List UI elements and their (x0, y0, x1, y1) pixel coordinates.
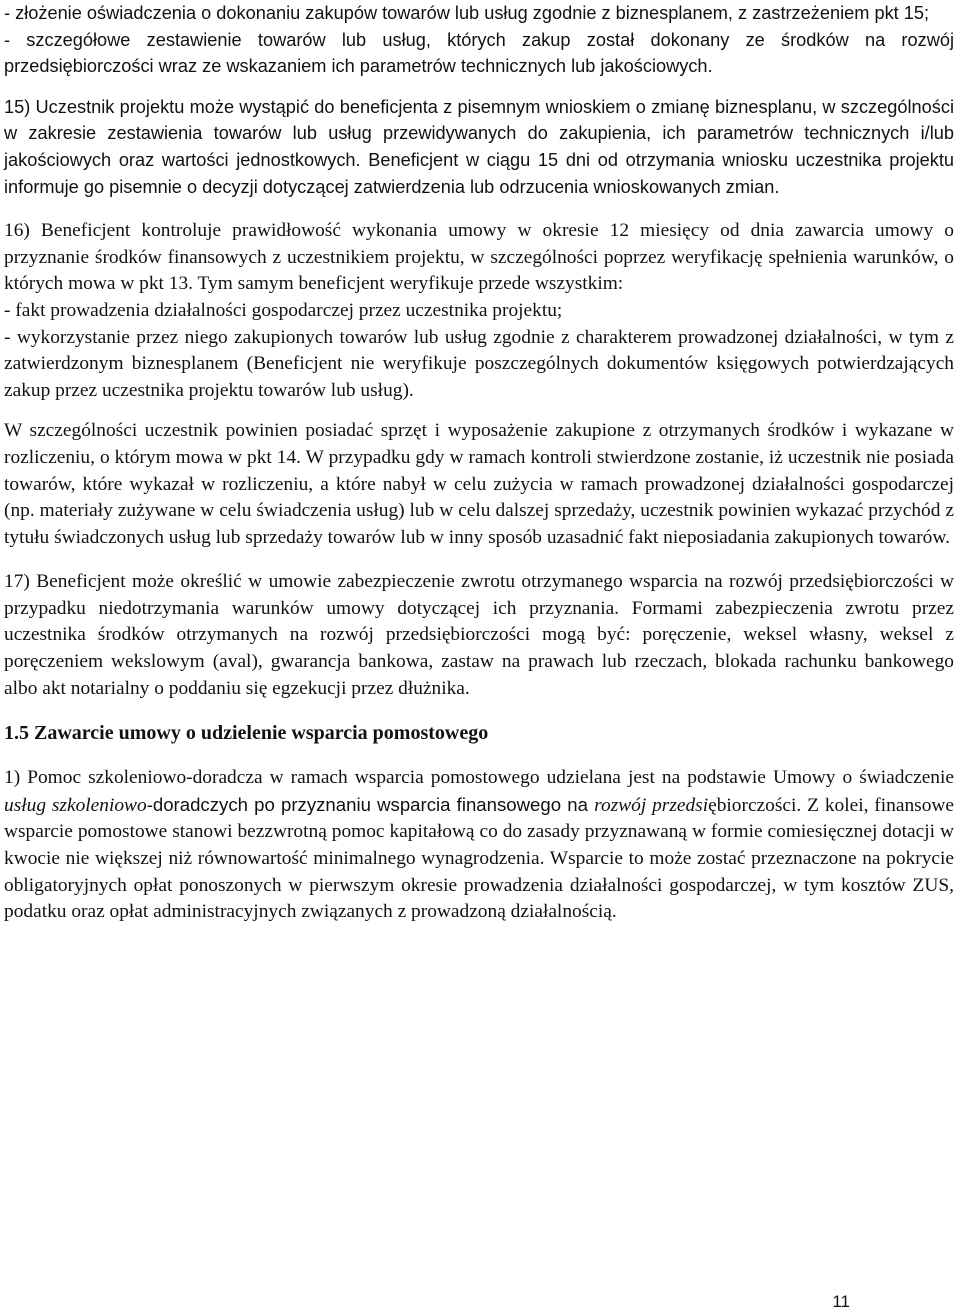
page-number: 11 (832, 1292, 850, 1311)
section-paragraph-1 (4, 765, 954, 926)
italic-run: rozwój przedsi (594, 794, 709, 816)
paragraph-16-bullet-2: - wykorzystanie przez niego zakupionych towarów lub usług zgodnie z charakterem prowadzonej działalności, w tym z zatwierdzonym biznesplanem (Beneficjent nie weryfikuje poszczególnych dokumentów księgowych potwierdzających zakup przez uczestnika projektu towarów lub usług). (4, 326, 954, 401)
spacer (4, 80, 954, 94)
intro-item-statement: - złożenie oświadczenia o dokonaniu zakupów towarów lub usług zgodnie z biznesplanem, z zastrzeżeniem pkt 15; (4, 3, 930, 23)
spacer (4, 747, 954, 765)
spacer (4, 551, 954, 569)
paragraph-17: 17) Beneficjent może określić w umowie zabezpieczenie zwrotu otrzymanego wsparcia na rozwój przedsiębiorczości w przypadku niedotrzymania warunków umowy dotyczącej ich przyznania. Formami zabezpieczenia zwrotu przez uczestnika środków otrzymanych na rozwój przedsiębiorczości mogą być: poręczenie, weksel własny, weksel z poręczeniem wekslowym (aval), gwarancja bankowa, zastaw na prawach lub rzeczach, blokada rachunku bankowego albo akt notarialny o poddaniu się egzekucji przez dłużnika. (4, 571, 954, 699)
italic-run: usług szkoleniowo (4, 794, 147, 816)
paragraph-15: 15) Uczestnik projektu może wystąpić do beneficjenta z pisemnym wnioskiem o zmianę biznesplanu, w szczególności w zakresie zestawienia towarów lub usług przewidywanych do zakupienia, ich parametrów technicznych i/lub jakościowych oraz wartości jednostkowych. Beneficjent w ciągu 15 dni od otrzymania wniosku uczestnika projektu informuje go pisemnie o decyzji dotyczącej zatwierdzenia lub odrzucenia wnioskowanych zmian. (4, 96, 954, 197)
document-page (4, 0, 954, 926)
text-run: -doradczych po przyznaniu wsparcia finansowego na (146, 793, 595, 815)
intro-item-list: - szczegółowe zestawienie towarów lub usług, których zakup został dokonany ze środków na rozwój przedsiębiorczości wraz ze wskazaniem ich parametrów technicznych lub jakościowych. (4, 29, 954, 77)
paragraph-16: 16) Beneficjent kontroluje prawidłowość wykonania umowy w okresie 12 miesięcy od dnia zawarcia umowy o przyznanie środków finansowych z uczestnikiem projektu, w szczególności poprzez weryfikację spełnienia warunków, o których mowa w pkt 13. Tym samym beneficjent weryfikuje przede wszystkim: (4, 220, 954, 295)
spacer (4, 702, 954, 720)
spacer (4, 200, 954, 218)
paragraph-16-bullet-1: - fakt prowadzenia działalności gospodarczej przez uczestnika projektu; (4, 299, 563, 321)
section-heading: 1.5 Zawarcie umowy o udzielenie wsparcia pomostowego (4, 722, 489, 745)
paragraph-16-followup: W szczególności uczestnik powinien posiadać sprzęt i wyposażenie zakupione z otrzymanych środków i wykazane w rozliczeniu, o którym mowa w pkt 14. W przypadku gdy w ramach kontroli stwierdzone zostanie, iż uczestnik nie posiada towarów, które wykazał w rozliczeniu, a które nabył w celu zużycia w ramach prowadzonej działalności gospodarczej (np. materiały zużywane w celu świadczenia usług) lub w celu dalszej sprzedaży, uczestnik powinien wykazać przychód z tytułu świadczonych usług lub sprzedaży towarów lub w inny sposób uzasadnić fakt nieposiadania zakupionych towarów. (4, 420, 954, 548)
text-run: ębiorczości. Z kolei, finansowe wsparcie pomostowe stanowi bezzwrotną pomoc kapitałową co do zasady przyznawaną w formie comiesięcznej dotacji w kwocie nie większej niż równowartość minimalnego wynagrodzenia. Wsparcie to może zostać przeznaczone na pokrycie obligatoryjnych opłat ponoszonych w pierwszym okresie prowadzenia działalności gospodarczej, w tym kosztów ZUS, podatku oraz opłat administracyjnych związanych z prowadzoną działalnością. (4, 794, 954, 923)
text-run: 1) Pomoc szkoleniowo-doradcza w ramach wsparcia pomostowego udzielana jest na podstawie Umowy o świadczenie (4, 767, 954, 789)
spacer (4, 404, 954, 418)
